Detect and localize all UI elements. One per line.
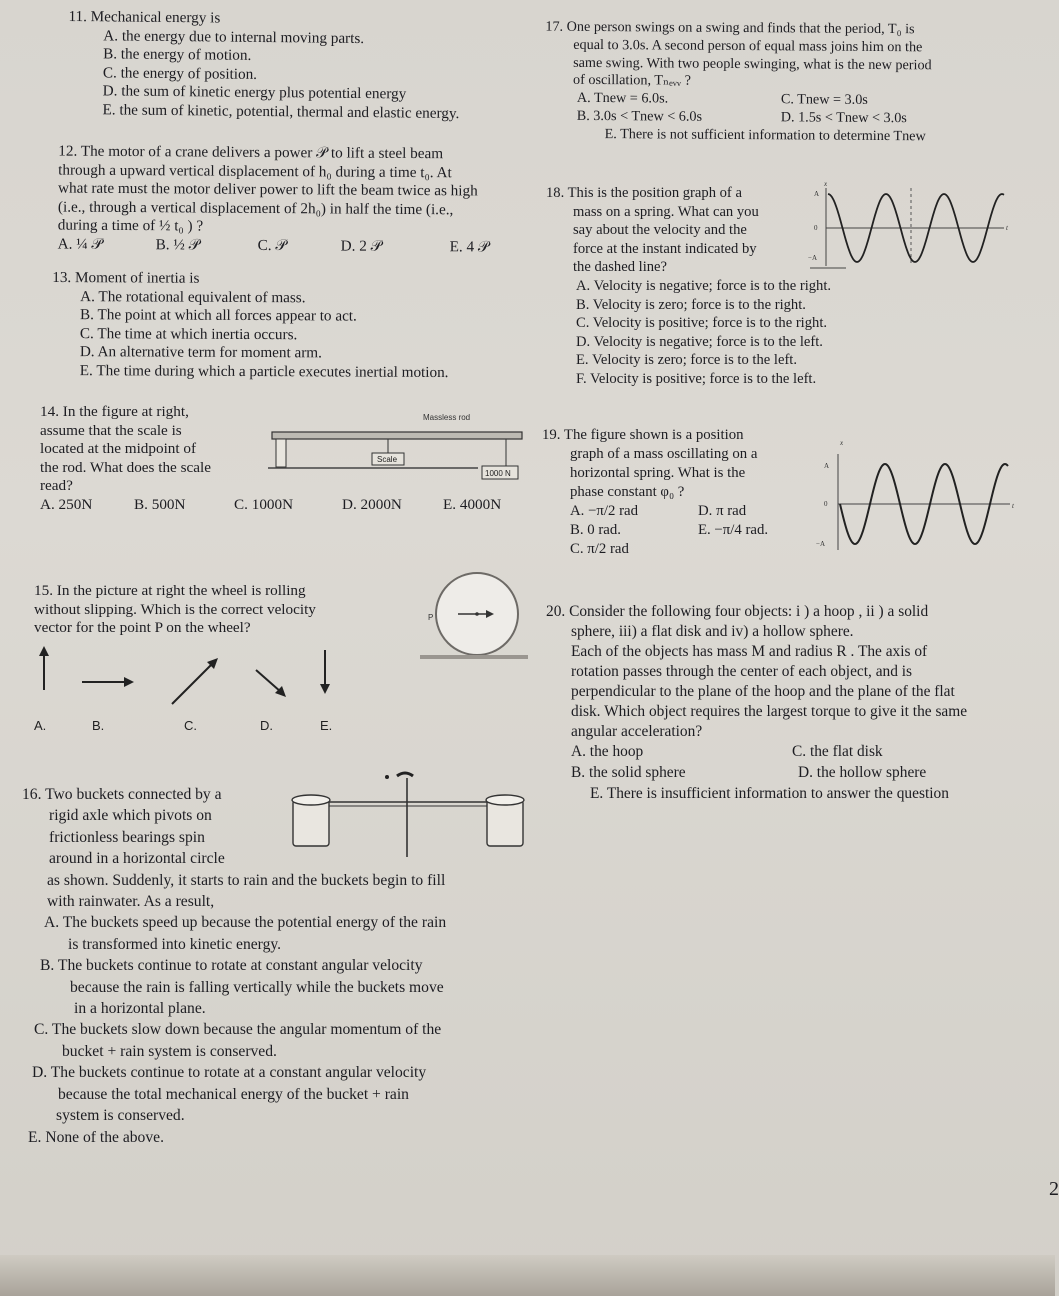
q19-axis-a-label: A (824, 462, 830, 470)
weight-label: 1000 N (485, 469, 511, 478)
q18-axis-zero-label: 0 (814, 224, 818, 232)
question-16-line-1: 16. Two buckets connected by a (22, 786, 222, 803)
question-17-option-e[interactable]: E. There is not sufficient information to determine Tnew (604, 126, 926, 145)
massless-rod (272, 432, 522, 439)
question-18-line-5: the dashed line? (573, 259, 668, 276)
question-19-line-4: phase constant φ₀ ? (570, 484, 685, 500)
question-12-line-4: (i.e., through a vertical displacement of 2h₀) in half the time (i.e., (57, 198, 454, 218)
question-13-option-b[interactable]: B. The point at which all forces appear to act. (80, 306, 357, 325)
rotation-dot (385, 775, 389, 779)
question-13-option-c[interactable]: C. The time at which inertia occurs. (79, 324, 298, 343)
question-16-option-b-line-2: because the rain is falling vertically while the buckets move (70, 978, 444, 996)
question-17 (545, 19, 932, 147)
question-20-option-b[interactable]: B. the solid sphere (571, 764, 686, 781)
question-18-option-c[interactable]: C. Velocity is positive; force is to the right. (576, 315, 828, 332)
question-14-option-a[interactable]: A. 250N (40, 495, 93, 513)
question-11-option-e[interactable]: E. the sum of kinetic, potential, thermal and elastic energy. (102, 100, 460, 122)
arrow-c (172, 664, 212, 704)
question-12-option-a[interactable]: A. ¼ 𝒫 (57, 235, 103, 253)
question-16-option-e-line-1: E. None of the above. (28, 1128, 164, 1146)
question-17-option-c[interactable]: C. Tnew = 3.0s (780, 91, 868, 109)
question-18-option-a[interactable]: A. Velocity is negative; force is to the right. (576, 277, 832, 294)
q19-axis-zero-label: 0 (824, 500, 828, 508)
left-bucket (293, 800, 329, 846)
ground-surface (420, 655, 528, 659)
question-19-line-1: 19. The figure shown is a position (542, 427, 744, 443)
question-19-option-c[interactable]: C. π/2 rad (570, 541, 629, 557)
question-14-figure (268, 408, 533, 488)
question-11-stem: 11. Mechanical energy is (68, 7, 221, 27)
question-18 (546, 184, 831, 389)
question-14-line-5: read? (40, 477, 73, 494)
question-19-position-graph (812, 436, 1022, 554)
question-16-option-b-line-1: B. The buckets continue to rotate at constant angular velocity (40, 957, 423, 975)
point-p-label: P (428, 613, 434, 622)
question-19-option-a[interactable]: A. −π/2 rad (570, 503, 639, 519)
question-20-line-3: Each of the objects has mass M and radius R . The axis of (571, 643, 928, 660)
q18-axis-t-label: t (1006, 224, 1008, 232)
question-16-option-b[interactable] (22, 955, 446, 1019)
question-16-line-4: around in a horizontal circle (49, 850, 225, 868)
question-16-option-a[interactable] (22, 912, 446, 955)
left-bucket-rim (292, 795, 330, 805)
arrow-b-head (124, 677, 134, 687)
question-17-line-4: of oscillation, Tₙₑᵥᵥ ? (572, 72, 692, 90)
question-17-line-2: equal to 3.0s. A second person of equal mass joins him on the (573, 36, 923, 56)
question-14-option-e[interactable]: E. 4000N (443, 495, 502, 513)
question-12 (57, 142, 489, 258)
question-12-line-3: what rate must the motor deliver power to lift the beam twice as high (58, 179, 478, 200)
question-17-line-1: 17. One person swings on a swing and finds that the period, T₀ is (545, 18, 915, 38)
question-11-option-d[interactable]: D. the sum of kinetic energy plus potential energy (102, 82, 407, 103)
left-support (276, 439, 286, 467)
question-16-option-a-line-2: is transformed into kinetic energy. (68, 935, 282, 953)
question-20-line-7: angular acceleration? (571, 723, 703, 740)
question-14-line-4: the rod. What does the scale (40, 458, 211, 476)
q18-axis-x-label: x (824, 180, 828, 188)
question-20 (546, 602, 967, 804)
question-15 (34, 582, 316, 638)
question-11-option-c[interactable]: C. the energy of position. (102, 63, 258, 83)
question-14-line-3: located at the midpoint of (40, 440, 197, 457)
question-18-line-1: 18. This is the position graph of a (546, 185, 742, 201)
question-18-position-graph (806, 178, 1016, 270)
question-16-option-c-line-2: bucket + rain system is conserved. (62, 1042, 277, 1060)
question-14-line-2: assume that the scale is (40, 421, 182, 439)
arrow-d (256, 670, 281, 692)
question-16-option-a-line-1: A. The buckets speed up because the potential energy of the rain (44, 914, 447, 932)
arrow-label-e[interactable]: E. (320, 718, 333, 733)
question-17-option-b[interactable]: B. 3.0s < Tnew < 6.0s (576, 108, 703, 125)
question-19-option-b[interactable]: B. 0 rad. (570, 522, 621, 538)
question-20-option-d[interactable]: D. the hollow sphere (798, 764, 927, 781)
question-19-line-3: horizontal spring. What is the (570, 465, 746, 481)
question-18-option-f[interactable]: F. Velocity is positive; force is to the left. (576, 370, 817, 387)
q19-axis-x-label: x (840, 439, 844, 447)
arrow-a-head (39, 646, 49, 656)
question-15-wheel-figure (420, 568, 530, 663)
question-13-option-d[interactable]: D. An alternative term for moment arm. (79, 343, 322, 362)
question-16-option-c-line-1: C. The buckets slow down because the angular momentum of the (34, 1021, 442, 1039)
question-16-option-d[interactable] (22, 1062, 446, 1126)
arrow-e-head (320, 684, 330, 694)
right-bucket-rim (486, 795, 524, 805)
question-16-option-d-line-1: D. The buckets continue to rotate at a constant angular velocity (32, 1064, 427, 1082)
question-12-line-5: during a time of ½ t₀ ) ? (57, 216, 204, 235)
question-18-option-b[interactable]: B. Velocity is zero; force is to the right. (576, 296, 806, 313)
question-17-option-d[interactable]: D. 1.5s < Tnew < 3.0s (780, 109, 907, 127)
page-number: 2 (1049, 1178, 1059, 1200)
question-17-option-a[interactable]: A. Tnew = 6.0s. (576, 90, 669, 107)
question-16-line-2: rigid axle which pivots on (49, 807, 212, 825)
question-12-option-b[interactable]: B. ½ 𝒫 (155, 235, 200, 254)
question-12-option-c[interactable]: C. 𝒫 (257, 236, 287, 254)
question-20-line-6: disk. Which object requires the largest torque to give it the same (571, 703, 968, 720)
question-12-option-e[interactable]: E. 4 𝒫 (449, 237, 489, 256)
question-15-line-2: without slipping. Which is the correct velocity (34, 600, 316, 618)
question-16-option-b-line-3: in a horizontal plane. (74, 1000, 206, 1018)
page-bottom-edge (0, 1255, 1055, 1296)
arrow-label-c[interactable]: C. (184, 718, 197, 733)
question-19 (542, 426, 769, 559)
question-20-option-c[interactable]: C. the flat disk (792, 743, 883, 760)
q18-axis-neg-a-label: −A (808, 254, 818, 262)
question-11 (67, 8, 460, 123)
question-12-line-2: through a upward vertical displacement of h₀ during a time t₀. At (58, 161, 452, 181)
question-16-option-d-line-3: system is conserved. (56, 1107, 185, 1125)
question-17-line-3: same swing. With two people swinging, what is the new period (573, 54, 932, 73)
scale-label: Scale (377, 455, 398, 464)
rotation-arrow-icon (397, 773, 413, 776)
wheel-center-dot (475, 612, 479, 616)
question-14-option-c[interactable]: C. 1000N (234, 495, 294, 513)
question-15-arrow-choices (28, 642, 358, 742)
question-18-line-2: mass on a spring. What can you (573, 203, 759, 220)
question-14-line-1: 14. In the figure at right, (40, 403, 189, 420)
question-16-line-6: with rainwater. As a result, (47, 893, 215, 911)
massless-rod-label: Massless rod (423, 413, 471, 422)
question-16-line-5: as shown. Suddenly, it starts to rain and the buckets begin to fill (47, 871, 446, 889)
right-bucket (487, 800, 523, 846)
question-18-line-4: force at the instant indicated by (573, 240, 757, 257)
question-16-option-e[interactable] (22, 1127, 446, 1148)
question-16-buckets-figure (285, 762, 530, 862)
question-20-line-4: rotation passes through the center of each object, and is (571, 663, 913, 680)
arrow-label-a[interactable]: A. (34, 718, 47, 733)
question-18-option-d[interactable]: D. Velocity is negative; force is to the left. (576, 333, 823, 350)
question-14-option-b[interactable]: B. 500N (134, 495, 186, 513)
question-13 (52, 269, 449, 382)
arrow-label-b[interactable]: B. (92, 718, 105, 733)
q19-axis-t-label: t (1012, 502, 1014, 510)
question-20-option-a[interactable]: A. the hoop (571, 743, 644, 760)
question-20-line-1: 20. Consider the following four objects: i ) a hoop , ii ) a solid (546, 603, 929, 620)
question-13-stem: 13. Moment of inertia is (52, 268, 200, 287)
question-13-option-a[interactable]: A. The rotational equivalent of mass. (80, 287, 306, 306)
question-15-line-1: 15. In the picture at right the wheel is rolling (34, 582, 306, 599)
question-12-option-d[interactable]: D. 2 𝒫 (340, 237, 382, 255)
question-18-line-3: say about the velocity and the (573, 222, 747, 239)
question-11-option-b[interactable]: B. the energy of motion. (103, 45, 252, 64)
question-19-option-d[interactable]: D. π rad (698, 503, 747, 519)
question-20-option-e[interactable]: E. There is insufficient information to answer the question (590, 785, 949, 802)
question-12-line-1: 12. The motor of a crane delivers a power 𝒫 to lift a steel beam (58, 142, 444, 163)
question-15-line-3: vector for the point P on the wheel? (34, 619, 251, 636)
question-16-option-d-line-2: because the total mechanical energy of the bucket + rain (58, 1085, 409, 1103)
question-13-option-e[interactable]: E. The time during which a particle executes inertial motion. (79, 361, 449, 381)
question-20-line-2: sphere, iii) a flat disk and iv) a hollow sphere. (571, 623, 854, 640)
arrow-label-d[interactable]: D. (260, 718, 273, 733)
q18-axis-a-label: A (814, 190, 820, 198)
question-20-line-5: perpendicular to the plane of the hoop and the plane of the flat (571, 683, 955, 700)
question-16-line-3: frictionless bearings spin (49, 828, 205, 846)
question-18-option-e[interactable]: E. Velocity is zero; force is to the left. (576, 352, 798, 369)
question-11-option-a[interactable]: A. the energy due to internal moving parts. (103, 26, 365, 47)
question-19-line-2: graph of a mass oscillating on a (570, 446, 758, 462)
question-16-option-c[interactable] (22, 1019, 446, 1062)
question-19-option-e[interactable]: E. −π/4 rad. (698, 522, 769, 538)
q19-axis-neg-a-label: −A (816, 540, 826, 548)
question-14-option-d[interactable]: D. 2000N (342, 495, 402, 513)
